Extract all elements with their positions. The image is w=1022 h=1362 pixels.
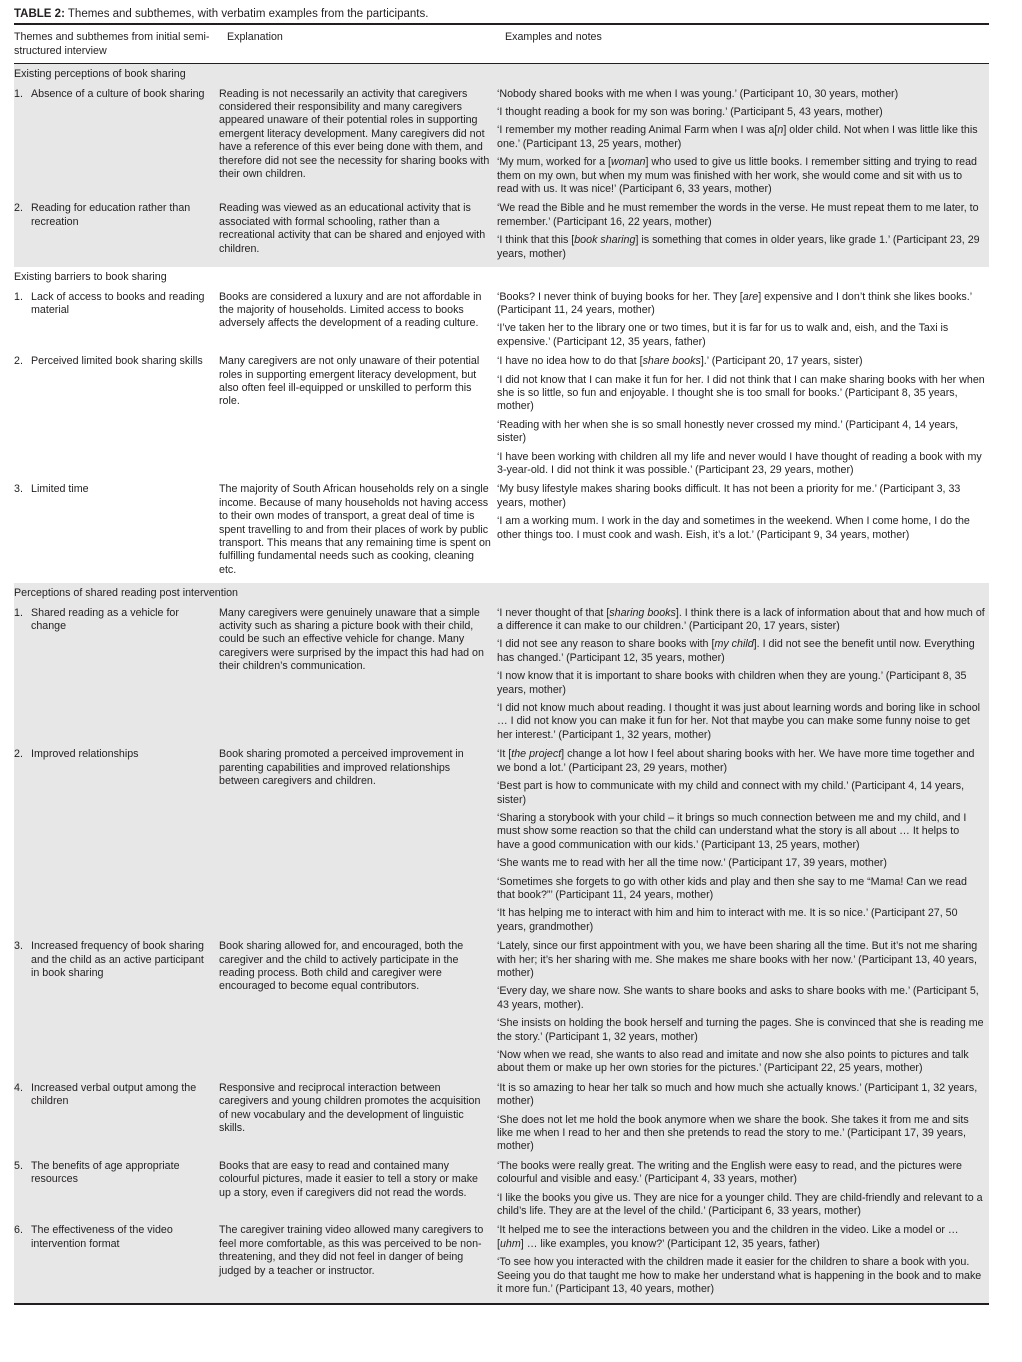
explanation-cell: Books are considered a luxury and are not affordable in the majority of households. Limited access to books adversely affects the development of a reading culture. <box>219 290 482 330</box>
participant-quote: ‘Now when we read, she wants to also read and imitate and now she also points to pictures and talk about them or make up her own stories for the pictures.’ (Participant 22, 25 years, mother) <box>497 1049 969 1075</box>
themes-table <box>14 8 989 1305</box>
theme-cell <box>14 483 219 577</box>
participant-quote: ‘I did not see any reason to share books with [my child]. I did not see the benefit until now. Everything has changed.’ (Participant 12, 35 years, mother) <box>497 638 975 664</box>
participant-quote: ‘Lately, since our first appointment with you, we have been sharing all the time. But it’s not me sharing with her; it’s her sharing with me. She makes me share books with her now.’ (Participant 13, 40 years, mother) <box>497 940 978 979</box>
participant-quote: ‘I like the books you give us. They are nice for a younger child. They are child-friendly and relevant to a child’s life. They are at the level of the child.’ (Participant 6, 33 years, mother) <box>497 1191 983 1218</box>
theme-label: Improved relationships <box>31 748 139 761</box>
examples-cell <box>497 483 989 577</box>
theme-label: The benefits of age appropriate resources <box>31 1159 180 1186</box>
table-row <box>14 355 989 483</box>
examples-cell <box>497 88 989 197</box>
theme-label: Increased frequency of book sharing and the child as an active participant in book sharing <box>31 940 204 979</box>
explanation-cell: Responsive and reciprocal interaction between caregivers and young children promotes the acquisition of new vocabulary and the development of linguistic skills. <box>219 1081 481 1135</box>
participant-quote: ‘I am a working mum. I work in the day and sometimes in the weekend. When I come home, I do the other things too. I must cook and wash. Eish, it’s a lot.’ (Participant 9, 34 years, mother) <box>497 515 970 541</box>
header-themes: Themes and subthemes from initial semi-structured interview <box>14 31 210 57</box>
table-row <box>14 88 989 203</box>
theme-label: Shared reading as a vehicle for change <box>31 606 179 633</box>
participant-quote: ‘We read the Bible and he must remember the words in the verse. He must repeat them to me later, to remember.’ (Participant 16, 22 years, mother) <box>497 202 979 228</box>
theme-number: 3. <box>14 940 23 953</box>
theme-cell <box>14 940 219 1076</box>
theme-cell <box>14 1082 219 1154</box>
table-row <box>14 1160 989 1225</box>
examples-cell <box>497 1160 989 1219</box>
explanation-cell: The majority of South African households rely on a single income. Because of many households not having access to their own modes of transport, a great deal of time is spent travelling to and from their places of work by public transport. This means that any remaining time is spent on fulfilling fundamental needs such as cooking, cleaning etc. <box>219 483 491 576</box>
participant-quote: ‘She wants me to read with her all the time now.’ (Participant 17, 39 years, mother) <box>497 857 887 870</box>
participant-quote: ‘I never thought of that [sharing books]. I think there is a lack of information about that and how much of a difference it can make to our children.’ (Participant 20, 17 years, sister) <box>497 606 985 633</box>
explanation-cell: Books that are easy to read and contained many colourful pictures, made it easier to tell a story or make up a story, even if caregivers did not read the words. <box>219 1159 478 1199</box>
table-row <box>14 1082 989 1160</box>
caption-label: TABLE 2: <box>14 8 65 20</box>
explanation-cell: Many caregivers were genuinely unaware that a simple activity such as sharing a picture book with their child, could be such an effective vehicle for change. Many caregivers were surprised by the impact this had had on their children’s communication. <box>219 606 484 673</box>
participant-quote: ‘She does not let me hold the book anymore when we share the book. She takes it from me and sits like me when I read to her and then she pretends to read the story to me.’ (Participant 17, 39 years, mother) <box>497 1113 969 1153</box>
table-body <box>14 64 989 1302</box>
explanation-cell: Reading is not necessarily an activity that caregivers considered their responsibility and many caregivers appeared unaware of their potential roles in supporting emergent literacy development. Many caregivers did not have a reference of this ever being done with them, and therefore did not see the necessity for sharing books with their own children. <box>219 87 490 181</box>
theme-cell <box>14 748 219 934</box>
explanation-cell: The caregiver training video allowed many caregivers to feel more comfortable, as this was perceived to be non-threatening, and they did not feel in danger of being judged by a teacher or instructor. <box>219 1224 484 1277</box>
theme-cell <box>14 1224 219 1296</box>
participant-quote: ‘Nobody shared books with me when I was young.’ (Participant 10, 30 years, mother) <box>497 87 899 100</box>
participant-quote: ‘I have been working with children all my life and never would I have thought of reading a book with my 3-year-old. I did not think it was possible.’ (Participant 23, 29 years, mother) <box>497 450 982 476</box>
caption-text: Themes and subthemes, with verbatim examples from the participants. <box>67 8 429 20</box>
examples-cell <box>497 1224 989 1296</box>
participant-quote: ‘My mum, worked for a [woman] who used to give us little books. I remember sitting and trying to read them on my own, but when my mum was finished with her work, she would come and sit with us to read with us. It was nice!’ (Participant 6, 33 years, mother) <box>497 156 977 196</box>
theme-label: Reading for education rather than recreation <box>31 202 191 228</box>
examples-cell <box>497 202 989 261</box>
table-row <box>14 607 989 749</box>
table-row <box>14 202 989 267</box>
participant-quote: ‘She insists on holding the book herself and turning the pages. She is convinced that she is reading me the story.’ (Participant 1, 32 years, mother) <box>497 1017 984 1043</box>
table-caption <box>14 8 989 25</box>
participant-quote: ‘I remember my mother reading Animal Farm when I was a[n] older child. Not when I was little like this one.’ (Participant 13, 25 years, mother) <box>497 124 978 150</box>
table-row <box>14 748 989 940</box>
participant-quote: ‘Best part is how to communicate with my child and connect with my child.’ (Participant 4, 14 years, sister) <box>497 780 965 806</box>
theme-label: The effectiveness of the video intervention format <box>31 1224 173 1250</box>
theme-number: 1. <box>14 606 23 619</box>
participant-quote: ‘It is so amazing to hear her talk so much and how much she actually knows.’ (Participant 1, 32 years, mother) <box>497 1081 978 1108</box>
theme-number: 3. <box>14 483 23 496</box>
participant-quote: ‘My busy lifestyle makes sharing books difficult. It has not been a priority for me.’ (Participant 3, 33 years, mother) <box>497 483 961 509</box>
participant-quote: ‘I have no idea how to do that [share books].’ (Participant 20, 17 years, sister) <box>497 355 863 368</box>
participant-quote: ‘I did not know much about reading. I thought it was just about learning words and boring like in school … I did not know you can make it fun for her. Not that maybe you can make some funny noise to get her interest.’ (Participant 1, 32 years, mother) <box>497 702 981 741</box>
theme-cell <box>14 88 219 197</box>
theme-cell <box>14 202 219 261</box>
theme-number: 2. <box>14 748 23 761</box>
table-section <box>14 64 989 267</box>
table-row <box>14 940 989 1082</box>
participant-quote: ‘To see how you interacted with the children made it easier for the children to share a book with you. Seeing you do that taught me how to make her understand what is happening in the book and to make it more fun.’ (Participant 13, 40 years, mother) <box>497 1256 982 1296</box>
participant-quote: ‘The books were really great. The writing and the English were easy to read, and the pictures were colourful and visible and easy.’ (Participant 4, 33 years, mother) <box>497 1159 962 1186</box>
table-section <box>14 583 989 1302</box>
participant-quote: ‘Sometimes she forgets to go with other kids and play and then she say to me “Mama! Can we read that book?”’ (Participant 11, 24 years, mother) <box>497 875 967 901</box>
examples-cell <box>497 940 989 1076</box>
theme-label: Perceived limited book sharing skills <box>31 355 203 368</box>
theme-number: 1. <box>14 87 23 100</box>
table-row <box>14 291 989 356</box>
participant-quote: ‘It has helping me to interact with him and him to interact with me. It is so nice.’ (Participant 27, 50 years, grandmother) <box>497 907 958 933</box>
participant-quote: ‘Reading with her when she is so small honestly never crossed my mind.’ (Participant 4, 14 years, sister) <box>497 418 959 445</box>
section-title: Perceptions of shared reading post intervention <box>14 587 238 600</box>
theme-number: 6. <box>14 1224 23 1237</box>
participant-quote: ‘It helped me to see the interactions between you and the children in the video. Like a model or … [uhm] … like examples, you know?’ (Participant 12, 35 years, father) <box>497 1224 959 1250</box>
theme-number: 5. <box>14 1159 23 1172</box>
theme-number: 1. <box>14 290 23 303</box>
theme-number: 2. <box>14 355 23 368</box>
participant-quote: ‘I thought reading a book for my son was boring.’ (Participant 5, 43 years, mother) <box>497 106 883 119</box>
table-bottom-rule <box>14 1303 989 1305</box>
theme-label: Increased verbal output among the children <box>31 1081 197 1108</box>
table-section <box>14 267 989 583</box>
examples-cell <box>497 607 989 743</box>
participant-quote: ‘Books? I never think of buying books for her. They [are] expensive and I don’t think she likes books.’ (Participant 11, 24 years, mother) <box>497 290 972 316</box>
table-row <box>14 1224 989 1302</box>
examples-cell <box>497 1082 989 1154</box>
table-header <box>14 25 989 64</box>
theme-number: 2. <box>14 202 23 215</box>
table-row <box>14 483 989 583</box>
explanation-cell: Book sharing allowed for, and encouraged, both the caregiver and the child to actively participate in the reading process. Both child and caregiver were encouraged to become equal contributors. <box>219 940 464 993</box>
header-explanation: Explanation <box>227 31 283 44</box>
theme-label: Absence of a culture of book sharing <box>31 87 205 100</box>
participant-quote: ‘Sharing a storybook with your child – it brings so much connection between me and my child, and I must show some reaction so that the child can understand what the story is all about … It helps to have a good communication with our kids.’ (Participant 13, 25 years, mother) <box>497 811 967 851</box>
theme-cell <box>14 355 219 477</box>
theme-cell <box>14 1160 219 1219</box>
section-title: Existing barriers to book sharing <box>14 271 167 284</box>
examples-cell <box>497 355 989 477</box>
header-examples: Examples and notes <box>505 31 602 44</box>
examples-cell <box>497 748 989 934</box>
participant-quote: ‘I think that this [book sharing] is something that comes in older years, like grade 1.’ (Participant 23, 29 years, mother) <box>497 234 980 260</box>
explanation-cell: Reading was viewed as an educational activity that is associated with formal schooling, rather than a recreational activity that can be shared and enjoyed with children. <box>219 202 486 255</box>
examples-cell <box>497 291 989 350</box>
theme-cell <box>14 607 219 743</box>
theme-number: 4. <box>14 1081 23 1094</box>
section-title: Existing perceptions of book sharing <box>14 68 186 81</box>
explanation-cell: Many caregivers are not only unaware of their potential roles in supporting emergent literacy development, but also often feel ill-equipped or unskilled to perform this role. <box>219 355 480 408</box>
explanation-cell: Book sharing promoted a perceived improvement in parenting capabilities and improved relationships between caregivers and children. <box>219 748 464 788</box>
participant-quote: ‘Every day, we share now. She wants to share books and asks to share books with me.’ (Participant 5, 43 years, mother). <box>497 985 979 1011</box>
theme-label: Limited time <box>31 483 89 496</box>
theme-label: Lack of access to books and reading material <box>31 290 205 316</box>
participant-quote: ‘I now know that it is important to share books with children when they are young.’ (Participant 8, 35 years, mother) <box>497 670 967 696</box>
participant-quote: ‘I’ve taken her to the library one or two times, but it is far for us to walk and, eish, and the Taxi is expensive.’ (Participant 12, 35 years, father) <box>497 322 949 348</box>
theme-cell <box>14 291 219 350</box>
participant-quote: ‘It [the project] change a lot how I feel about sharing books with her. We have more time together and we bond a lot.’ (Participant 23, 29 years, mother) <box>497 748 975 774</box>
participant-quote: ‘I did not know that I can make it fun for her. I did not think that I can make sharing books with her when she is so little, so fun and enjoyable. I thought she is too small for books.’ (Participant 8, 35 years, mother) <box>497 373 985 413</box>
